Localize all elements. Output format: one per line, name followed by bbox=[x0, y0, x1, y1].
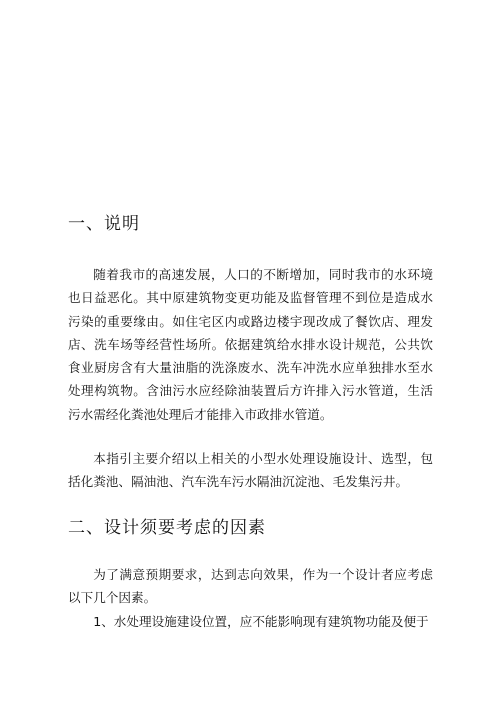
section-heading-design-factors: 二、设计须要考虑的因素 bbox=[68, 518, 266, 538]
paragraph-design-intro: 为了满意预期要求，达到志向效果，作为一个设计者应考虑以下几个因素。 bbox=[68, 567, 433, 606]
section-heading-explanation: 一、说明 bbox=[68, 214, 140, 234]
paragraph-guide-scope: 本指引主要介绍以上相关的小型水处理设施设计、选型，包括化粪池、隔油池、汽车洗车污水隔油沉淀池、毛发集污井。 bbox=[68, 451, 433, 490]
paragraph-factor-1: 1、水处理设施建设位置，应不能影响现有建筑物功能及便于 bbox=[93, 614, 429, 629]
paragraph-background: 随着我市的高速发展，人口的不断增加，同时我市的水环境也日益恶化。其中原建筑物变更功能及监督管理不到位是造成水污染的重要缘由。如住宅区内或路边楼宇现改成了餐饮店、理发店、洗车场等经营性场所。依据建筑给水排水设计规范，公共饮食业厨房含有大量油脂的洗涤废水、洗车冲洗水应单独排水至水处理构筑物。含油污水应经除油装置后方许排入污水管道，生活污水需经化粪池处理后才能排入市政排水管道。 bbox=[68, 267, 433, 422]
